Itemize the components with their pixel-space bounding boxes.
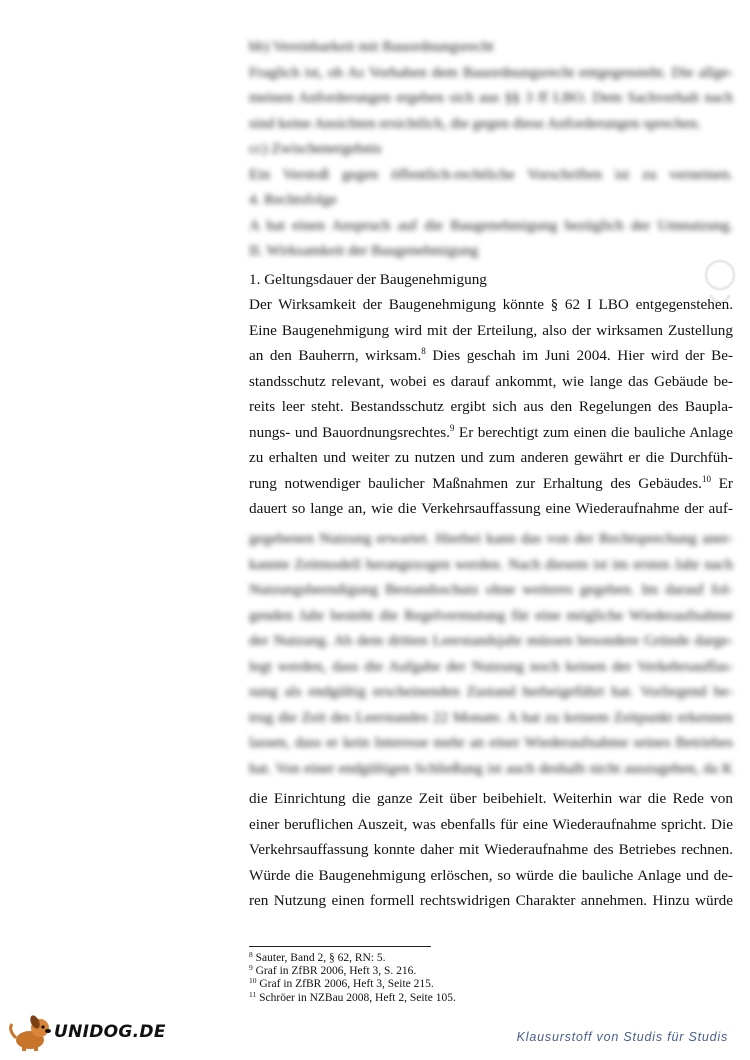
text-line (249, 496, 733, 522)
text-span: Er (710, 474, 733, 492)
footnote-item (249, 978, 729, 991)
text-line (249, 394, 733, 420)
logo-text: UNIDOG.DE (54, 1022, 166, 1042)
text-line: ren Nutzung einen formell rechtswidrigen Charakter annehmen. Hinzu würde (249, 892, 733, 909)
footnote-separator (249, 946, 431, 947)
blurred-section-top (249, 34, 733, 264)
blurred-line: sind keine Ansichten ersichtlich, die gegen diese Anforderungen sprechen. (249, 114, 702, 132)
text-line (249, 471, 733, 497)
footnote-number: 10 (249, 976, 257, 986)
watermark-icon (700, 255, 740, 315)
blurred-line: II. Wirksamkeit der Baugenehmigung (249, 242, 479, 259)
footnote-number: 11 (249, 989, 257, 999)
footer-tagline: Klausurstoff von Studis für Studis (516, 1030, 728, 1044)
unidog-logo[interactable] (4, 1012, 164, 1052)
text-span: an den Bauherrn, wirksam. (249, 347, 422, 364)
blurred-line: Nutzungsbeendigung Bestandsschutz ohne weiteres gegeben. Im darauf fol- (249, 581, 733, 598)
footnote-text: Sauter, Band 2, § 62, RN: 5. (252, 952, 386, 964)
paragraph-continuation (249, 786, 733, 914)
text-span: Dies geschah im Juni 2004. Hier wird der Be- (425, 347, 733, 364)
text-line: Würde die Baugenehmigung erlöschen, so würde die bauliche Anlage und de- (249, 866, 733, 884)
paragraph-validity (249, 292, 733, 522)
blurred-line: 4. Rechtsfolge (249, 191, 337, 208)
text-span: zu erhalten und weiter zu nutzen und zum anderen gewährt er die Durchfüh- (249, 449, 733, 466)
text-line (249, 343, 733, 369)
blurred-line: gegebenen Nutzung erwartet. Hierbei kann das von der Rechtsprechung aner- (249, 530, 733, 547)
footnote-number: 8 (249, 950, 253, 959)
footnotes (249, 952, 729, 1005)
blurred-line: Ein Verstoß gegen öffentlich-rechtliche Vorschriften ist zu verneinen. (249, 165, 733, 183)
blurred-line: lassen, dass er kein Interesse mehr an einer Wiederaufnahme seines Betriebes (249, 734, 733, 751)
blurred-line: der Nutzung. Ab dem dritten Leerstandsjahr müssen besondere Gründe darge- (249, 632, 733, 649)
blurred-line: trug die Zeit des Leerstandes 22 Monate. A hat zu keinem Zeitpunkt erkennen (249, 708, 733, 726)
blurred-line: legt werden, dass die Aufgabe der Nutzung noch keinen der Verkehrsauffas- (249, 657, 733, 675)
footnote-item (249, 965, 729, 978)
blurred-line: bb) Vereinbarkeit mit Bauordnungsrecht (249, 38, 494, 55)
blurred-line: kannte Zeitmodell herangezogen werden. Nach diesem ist im ersten Jahr nach (249, 555, 733, 573)
footnote-text: Schröer in NZBau 2008, Heft 2, Seite 105. (256, 991, 456, 1004)
text-span: standsschutz relevant, wobei es darauf ankommt, wie lange das Gebäude be- (249, 372, 733, 390)
footnote-number: 9 (249, 963, 253, 973)
text-line: einer beruflichen Auszeit, was ebenfalls für eine Wiederaufnahme spricht. Die (249, 815, 733, 833)
section-heading: 1. Geltungsdauer der Baugenehmigung (249, 271, 487, 288)
text-line (249, 420, 733, 446)
text-line (249, 445, 733, 471)
blurred-line: genden Jahr besteht die Regelvermutung für eine mögliche Wiederaufnahme (249, 606, 733, 624)
text-span: Der Wirksamkeit der Baugenehmigung könnte § 62 I LBO entgegenstehen. (249, 296, 733, 313)
blurred-line: sung als endgültig erscheinenden Zustand herbeigeführt hat. Vorliegend be- (249, 683, 733, 700)
dog-icon (4, 1012, 56, 1052)
text-span: Er berechtigt zum einen die bauliche Anlage (454, 423, 733, 441)
text-span: nungs- und Bauordnungsrechtes. (249, 423, 450, 441)
blurred-line: cc) Zwischenergebnis (249, 140, 382, 157)
footnote-text: Graf in ZfBR 2006, Heft 3, Seite 215. (256, 978, 434, 991)
footnote-ref[interactable]: 8 (421, 346, 426, 356)
footnote-item (249, 952, 729, 965)
blurred-line: Fraglich ist, ob As Vorhaben dem Bauordnungsrecht entgegensteht. Die allge- (249, 63, 733, 81)
text-line: Verkehrsauffassung konnte daher mit Wiederaufnahme des Betriebes rechnen. (249, 841, 733, 858)
text-line: die Einrichtung die ganze Zeit über beibehielt. Weiterhin war die Rede von (249, 790, 733, 807)
footnote-ref[interactable]: 10 (701, 473, 711, 484)
footnote-item (249, 989, 729, 1005)
text-span: rung notwendiger baulicher Maßnahmen zur Erhaltung des Gebäudes. (249, 474, 702, 492)
text-span: Eine Baugenehmigung wird mit der Erteilung, also der wirksamen Zustellung (249, 321, 733, 339)
text-line (249, 292, 733, 318)
blurred-line: A hat einen Anspruch auf die Baugenehmigung bezüglich der Umnutzung. (249, 216, 733, 234)
text-span: dauert so lange an, wie die Verkehrsauffassung eine Wiederaufnahme der auf- (249, 500, 733, 517)
blurred-line: hat. Von einer endgültigen Schließung ist auch deshalb nicht auszugehen, da K (249, 759, 733, 777)
text-span: reits leer steht. Bestandsschutz ergibt sich aus den Regelungen des Baupla- (249, 398, 733, 415)
text-line (249, 318, 733, 344)
blurred-section-middle (249, 526, 733, 781)
text-line (249, 369, 733, 395)
footnote-ref[interactable]: 9 (449, 422, 455, 433)
footnote-text: Graf in ZfBR 2006, Heft 3, S. 216. (252, 965, 417, 978)
blurred-line: meinen Anforderungen ergeben sich aus §§ 3 ff LBO. Dem Sachverhalt nach (249, 89, 733, 106)
